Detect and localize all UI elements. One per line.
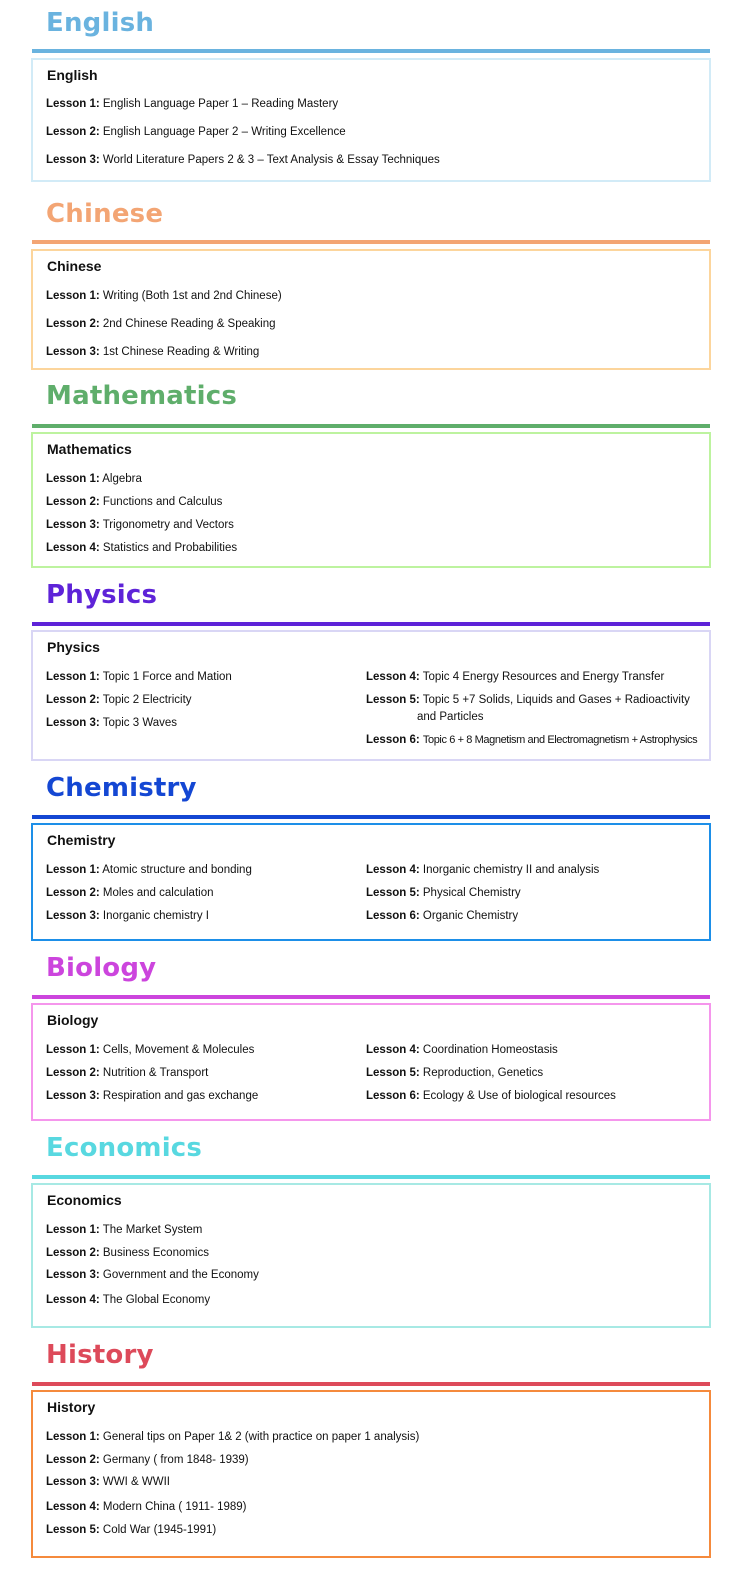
lesson-title: Moles and calculation: [102, 887, 214, 899]
lesson-title: English Language Paper 1 – Reading Mastery: [102, 98, 339, 110]
lesson-item: [46, 152, 440, 169]
lesson-title: Functions and Calculus: [102, 496, 223, 508]
lesson-item: [46, 862, 252, 879]
lesson-title: Modern China ( 1911- 1989): [102, 1501, 247, 1513]
lesson-label: Lesson 1:: [46, 1224, 100, 1236]
section-divider-physics: [32, 622, 710, 626]
lesson-title: Cold War (1945-1991): [102, 1524, 217, 1536]
lesson-label: Lesson 2:: [46, 1247, 100, 1259]
lesson-item: [366, 692, 690, 726]
section-divider-chinese: [32, 240, 710, 244]
lesson-label: Lesson 4:: [366, 1044, 420, 1056]
lesson-item: [46, 1222, 202, 1239]
lesson-title: Nutrition & Transport: [102, 1067, 209, 1079]
section-box-physics: [31, 630, 711, 761]
lesson-title-continued: and Particles: [417, 711, 484, 723]
lesson-label: Lesson 1:: [46, 1044, 100, 1056]
lesson-title: Topic 2 Electricity: [102, 694, 192, 706]
section-title-history: History: [46, 1340, 154, 1370]
lesson-title: 1st Chinese Reading & Writing: [102, 346, 260, 358]
lesson-item: [46, 1042, 254, 1059]
lesson-label: Lesson 2:: [46, 887, 100, 899]
box-heading-biology: Biology: [47, 1012, 99, 1028]
lesson-label: Lesson 2:: [46, 1067, 100, 1079]
lesson-item: [46, 669, 232, 686]
lesson-label: Lesson 6:: [366, 1090, 420, 1102]
lesson-label: Lesson 3:: [46, 910, 100, 922]
lesson-item: [46, 908, 209, 925]
lesson-label: Lesson 2:: [46, 126, 100, 138]
box-heading-english: English: [47, 67, 98, 83]
lesson-label: Lesson 6:: [366, 734, 420, 746]
lesson-title: Topic 3 Waves: [102, 717, 178, 729]
lesson-label: Lesson 3:: [46, 154, 100, 166]
box-heading-physics: Physics: [47, 639, 100, 655]
lesson-label: Lesson 1:: [46, 290, 100, 302]
lesson-item: [366, 669, 664, 686]
section-box-chemistry: [31, 823, 711, 941]
lesson-label: Lesson 3:: [46, 717, 100, 729]
lesson-title: Organic Chemistry: [422, 910, 519, 922]
lesson-title: Inorganic chemistry II and analysis: [422, 864, 600, 876]
lesson-title: Business Economics: [102, 1247, 209, 1259]
lesson-item: [46, 1522, 216, 1539]
lesson-item: [46, 344, 259, 361]
lesson-label: Lesson 1:: [46, 671, 100, 683]
lesson-title: Reproduction, Genetics: [422, 1067, 544, 1079]
section-box-english: [31, 58, 711, 182]
lesson-title: Government and the Economy: [102, 1269, 259, 1281]
lesson-item: [46, 692, 192, 709]
lesson-item: [46, 885, 213, 902]
lesson-label: Lesson 4:: [366, 671, 420, 683]
section-divider-mathematics: [32, 424, 710, 428]
section-title-chemistry: Chemistry: [46, 773, 197, 803]
lesson-title: Ecology & Use of biological resources: [422, 1090, 616, 1102]
box-heading-economics: Economics: [47, 1192, 122, 1208]
lesson-title: Atomic structure and bonding: [102, 864, 252, 876]
lesson-label: Lesson 5:: [366, 1067, 420, 1079]
lesson-title: Cells, Movement & Molecules: [102, 1044, 255, 1056]
lesson-item: [366, 1065, 543, 1082]
lesson-item: [46, 288, 282, 305]
lesson-item: [366, 885, 521, 902]
box-heading-mathematics: Mathematics: [47, 441, 132, 457]
section-title-economics: Economics: [46, 1133, 203, 1163]
lesson-label: Lesson 2:: [46, 1454, 100, 1466]
section-box-economics: [31, 1183, 711, 1328]
lesson-item: [46, 1499, 247, 1516]
lesson-title: The Market System: [102, 1224, 203, 1236]
lesson-label: Lesson 4:: [46, 542, 100, 554]
lesson-item: [46, 1065, 208, 1082]
lesson-item: [46, 1452, 249, 1469]
lesson-item: [46, 96, 338, 113]
lesson-item: [46, 494, 222, 511]
section-divider-biology: [32, 995, 710, 999]
lesson-item: [366, 862, 599, 879]
section-divider-economics: [32, 1175, 710, 1179]
section-title-chinese: Chinese: [46, 199, 164, 229]
section-title-english: English: [46, 8, 155, 38]
lesson-title: Inorganic chemistry I: [102, 910, 209, 922]
lesson-title: General tips on Paper 1& 2 (with practice on paper 1 analysis): [102, 1431, 420, 1443]
lesson-item: [46, 1292, 210, 1309]
lesson-title: Statistics and Probabilities: [102, 542, 238, 554]
lesson-title: Topic 1 Force and Mation: [102, 671, 232, 683]
lesson-item: [46, 471, 142, 488]
lesson-label: Lesson 2:: [46, 694, 100, 706]
lesson-label: Lesson 1:: [46, 98, 100, 110]
lesson-label: Lesson 4:: [366, 864, 420, 876]
lesson-title: Algebra: [102, 473, 142, 485]
box-heading-chemistry: Chemistry: [47, 832, 116, 848]
lesson-label: Lesson 3:: [46, 346, 100, 358]
lesson-item: [366, 908, 518, 925]
lesson-item: [46, 1267, 259, 1284]
lesson-item: [46, 1429, 419, 1446]
lesson-label: Lesson 5:: [46, 1524, 100, 1536]
lesson-label: Lesson 2:: [46, 496, 100, 508]
lesson-label: Lesson 6:: [366, 910, 420, 922]
lesson-item: [46, 1088, 258, 1105]
lesson-title: Topic 5 +7 Solids, Liquids and Gases + Radioactivity: [422, 694, 690, 706]
section-title-biology: Biology: [46, 953, 157, 983]
section-title-mathematics: Mathematics: [46, 381, 238, 411]
lesson-title: Germany ( from 1848- 1939): [102, 1454, 249, 1466]
lesson-item: [366, 732, 697, 749]
lesson-label: Lesson 4:: [46, 1294, 100, 1306]
lesson-item: [46, 1474, 170, 1491]
lesson-label: Lesson 5:: [366, 694, 420, 706]
lesson-title: World Literature Papers 2 & 3 – Text Analysis & Essay Techniques: [102, 154, 440, 166]
lesson-title: Physical Chemistry: [422, 887, 521, 899]
lesson-item: [46, 316, 276, 333]
lesson-label: Lesson 5:: [366, 887, 420, 899]
lesson-item: [46, 715, 177, 732]
section-box-mathematics: [31, 432, 711, 568]
section-box-chinese: [31, 249, 711, 370]
lesson-title: Topic 6 + 8 Magnetism and Electromagnetism + Astrophysics: [422, 734, 698, 746]
lesson-item: [366, 1042, 558, 1059]
lesson-item: [46, 517, 234, 534]
lesson-title: English Language Paper 2 – Writing Excellence: [102, 126, 346, 138]
lesson-label: Lesson 1:: [46, 864, 100, 876]
lesson-label: Lesson 3:: [46, 1269, 100, 1281]
lesson-title: WWI & WWII: [102, 1476, 170, 1488]
lesson-title: Topic 4 Energy Resources and Energy Transfer: [422, 671, 665, 683]
lesson-label: Lesson 4:: [46, 1501, 100, 1513]
lesson-title: Trigonometry and Vectors: [102, 519, 234, 531]
section-box-history: [31, 1390, 711, 1558]
section-title-physics: Physics: [46, 580, 158, 610]
lesson-label: Lesson 2:: [46, 318, 100, 330]
lesson-title: The Global Economy: [102, 1294, 211, 1306]
lesson-title: 2nd Chinese Reading & Speaking: [102, 318, 276, 330]
section-divider-history: [32, 1382, 710, 1386]
lesson-title: Coordination Homeostasis: [422, 1044, 558, 1056]
lesson-item: [46, 124, 346, 141]
box-heading-chinese: Chinese: [47, 258, 102, 274]
lesson-item: [366, 1088, 616, 1105]
lesson-label: Lesson 3:: [46, 1090, 100, 1102]
section-divider-chemistry: [32, 815, 710, 819]
lesson-label: Lesson 3:: [46, 519, 100, 531]
section-box-biology: [31, 1003, 711, 1121]
section-divider-english: [32, 49, 710, 53]
lesson-title: Writing (Both 1st and 2nd Chinese): [102, 290, 282, 302]
lesson-title: Respiration and gas exchange: [102, 1090, 259, 1102]
box-heading-history: History: [47, 1399, 96, 1415]
lesson-label: Lesson 3:: [46, 1476, 100, 1488]
lesson-item: [46, 540, 237, 557]
lesson-label: Lesson 1:: [46, 473, 100, 485]
lesson-item: [46, 1245, 209, 1262]
lesson-label: Lesson 1:: [46, 1431, 100, 1443]
